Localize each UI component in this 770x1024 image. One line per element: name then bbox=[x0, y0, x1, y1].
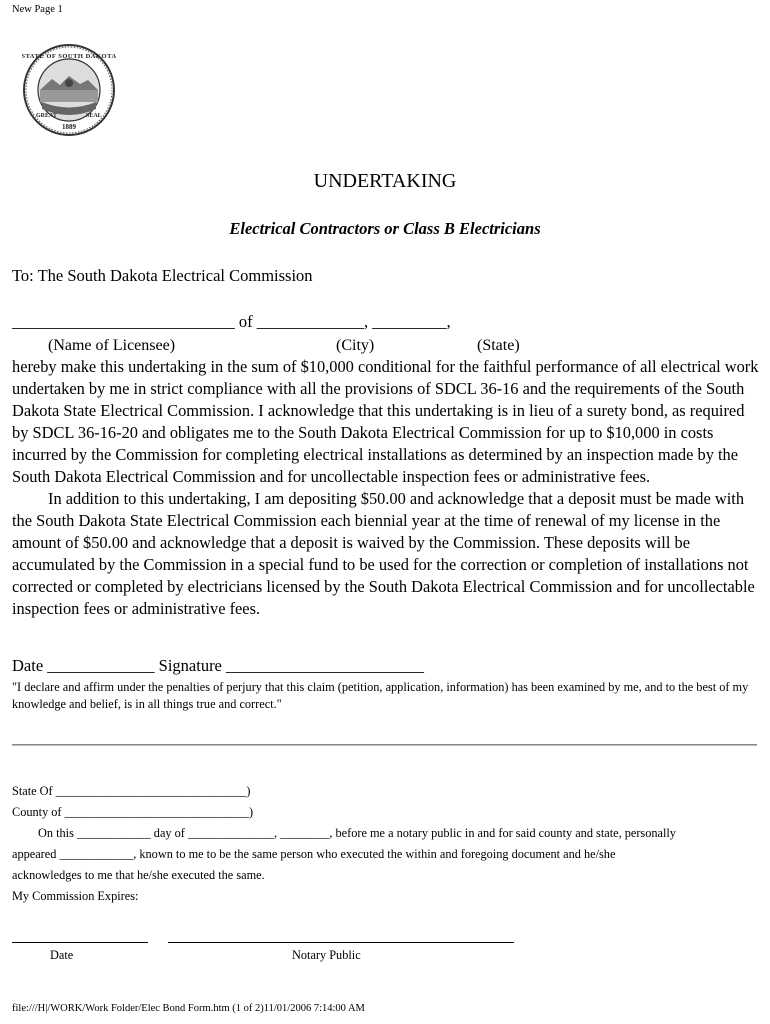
label-name-of-licensee: (Name of Licensee) bbox=[48, 337, 176, 354]
addressee-line: To: The South Dakota Electrical Commission bbox=[12, 266, 313, 285]
commission-expires-line: My Commission Expires: bbox=[12, 889, 139, 903]
state-of-line: State Of _______________________________) bbox=[12, 784, 251, 798]
appeared-line: appeared ____________, known to me to be the same person who executed the within and foregoing document and he/she bbox=[12, 847, 616, 861]
svg-text:1889: 1889 bbox=[62, 123, 76, 131]
perjury-declaration: "I declare and affirm under the penalties of perjury that this claim (petition, application, information) has been examined by me, and to the best of my knowledge and belief, is in all things true and correct." bbox=[12, 680, 749, 711]
document-subtitle: Electrical Contractors or Class B Electricians bbox=[229, 219, 541, 238]
label-city: (City) bbox=[336, 337, 375, 354]
undertaking-paragraph-2: In addition to this undertaking, I am depositing $50.00 and acknowledge that a deposit must be made with the South Dakota State Electrical Commission each biennial year at the time of renewal of my license in the amount of $50.00 and acknowledge that a deposit is waived by the Commission. These deposits will be accumulated by the Commission in a special fund to be used for the correction or completion of installations not corrected or completed by electricians licensed by the South Dakota Electrical Commission and for uncollectable inspection fees or administrative fees. bbox=[12, 489, 755, 618]
label-state: (State) bbox=[477, 337, 520, 354]
on-this-line: On this ____________ day of ______________, ________, before me a notary public in and for said county and state, personally bbox=[38, 826, 676, 840]
notary-signature-rule bbox=[168, 942, 514, 943]
undertaking-paragraph-1: hereby make this undertaking in the sum of $10,000 conditional for the faithful performance of all electrical work undertaken by me in strict compliance with all the provisions of SDCL 36-16 and the requirements of the South Dakota State Electrical Commission. I acknowledge that this undertaking is in lieu of a surety bond, as required by SDCL 36-16-20 and obligates me to the South Dakota Electrical Commission for up to $10,000 in costs incurred by the Commission for completing electrical installations as determined by an inspection made by the South Dakota Electrical Commission and for uncollectable inspection fees or administrative fees. bbox=[12, 357, 759, 486]
county-of-line: County of ______________________________) bbox=[12, 805, 254, 819]
acknowledges-line: acknowledges to me that he/she executed the same. bbox=[12, 868, 265, 882]
svg-text:SEAL: SEAL bbox=[86, 113, 102, 119]
seal-graphic bbox=[22, 43, 116, 137]
section-divider bbox=[12, 744, 757, 746]
document-title: UNDERTAKING bbox=[313, 170, 457, 192]
page-footer: file:///H|/WORK/Work Folder/Elec Bond Form.htm (1 of 2)11/01/2006 7:14:00 AM bbox=[12, 1003, 365, 1014]
state-seal-logo bbox=[22, 43, 116, 137]
notary-public-label: Notary Public bbox=[292, 948, 361, 962]
page-header: New Page 1 bbox=[12, 4, 63, 15]
svg-text:STATE OF SOUTH DAKOTA: STATE OF SOUTH DAKOTA bbox=[22, 53, 116, 60]
notary-section bbox=[12, 781, 762, 907]
date-label: Date bbox=[50, 948, 74, 962]
date-signature-line: Date _____________ Signature ________________________ bbox=[12, 656, 425, 675]
licensee-fill-line: ___________________________ of _____________, _________, bbox=[12, 312, 451, 331]
undertaking-body bbox=[12, 356, 760, 620]
svg-text:GREAT: GREAT bbox=[36, 113, 57, 119]
date-signature-rule bbox=[12, 942, 148, 943]
